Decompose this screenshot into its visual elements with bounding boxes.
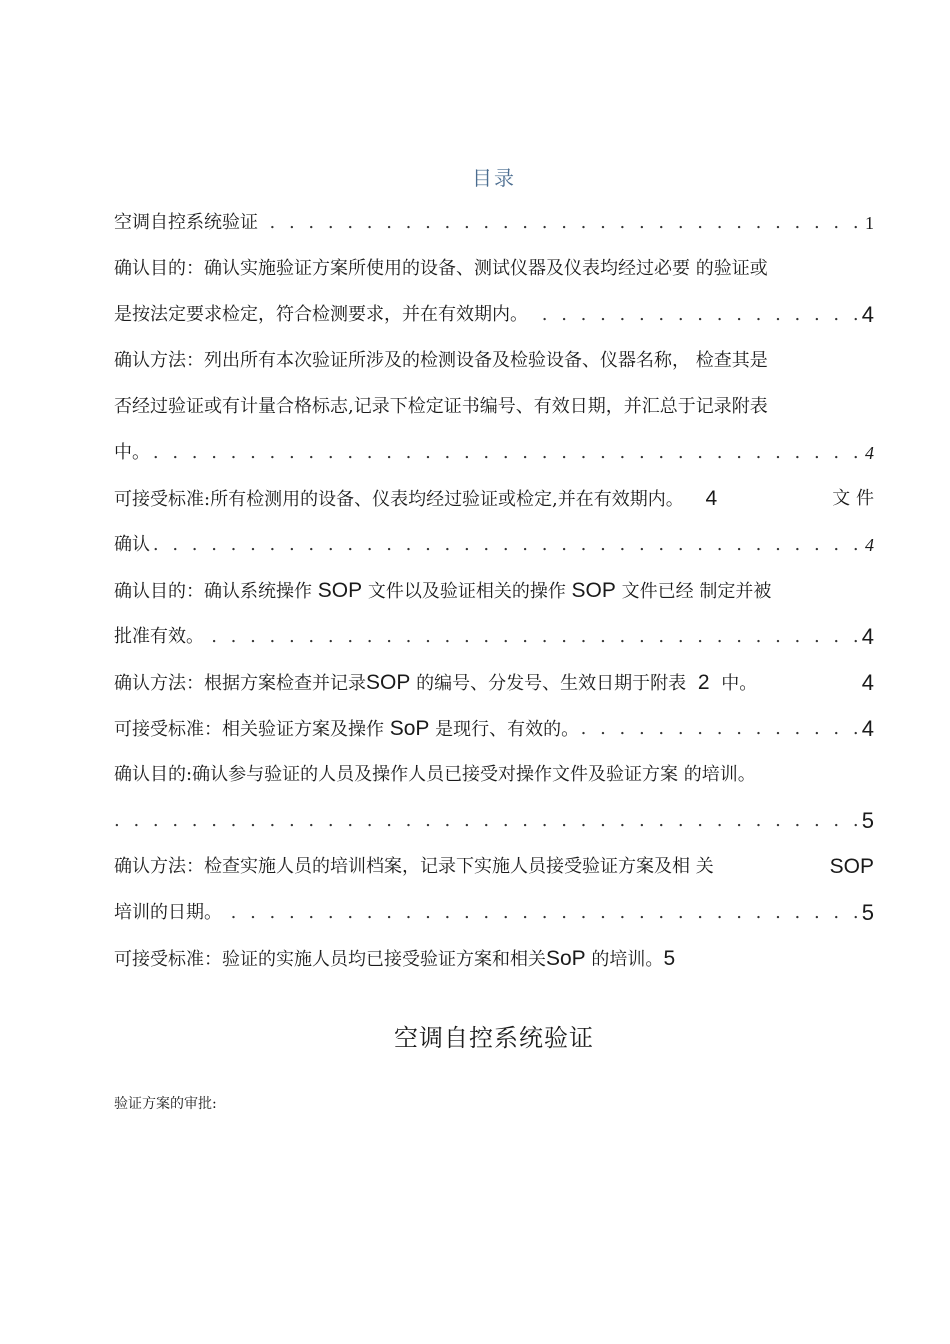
- document-title: 空调自控系统验证: [394, 1024, 594, 1052]
- sop-label: SOP: [366, 671, 411, 694]
- table-of-contents: [114, 200, 874, 982]
- toc-entry-line[interactable]: [114, 936, 874, 982]
- toc-entry-line[interactable]: [114, 798, 874, 844]
- toc-page-number: 4: [705, 487, 718, 510]
- sop-label: SOP: [571, 579, 616, 602]
- toc-title: 目录: [472, 166, 516, 190]
- toc-entry-text: 可接受标准：验证的实施人员均已接受验证方案和相关: [114, 949, 546, 970]
- toc-entry-line[interactable]: [114, 752, 874, 798]
- toc-entry-text: 的培训。: [585, 949, 664, 970]
- toc-entry-text: 确认方法：检查实施人员的培训档案，记录下实施人员接受验证方案及相 关: [114, 856, 714, 877]
- toc-entry-text: 确认目的：确认系统操作: [114, 581, 318, 602]
- toc-entry-text: 文 件: [832, 488, 874, 509]
- toc-page-number: 4: [861, 430, 874, 476]
- toc-entry-text: 否经过验证或有计量合格标志,记录下检定证书编号、有效日期，并汇总于记录附表: [114, 396, 768, 417]
- dot-leader: [114, 798, 874, 844]
- toc-entry-text: 确认目的：确认实施验证方案所使用的设备、测试仪器及仪表均经过必要 的验证或: [114, 258, 768, 279]
- sop-label: SoP: [389, 717, 430, 740]
- toc-entry-line[interactable]: [114, 614, 874, 660]
- dot-leader: [114, 614, 874, 660]
- toc-entry-text: 确认方法：列出所有本次验证所涉及的检测设备及检验设备、仪器名称， 检查其是: [114, 350, 768, 371]
- sop-label: SOP: [317, 579, 363, 602]
- toc-page-number: 4: [858, 660, 874, 706]
- toc-page-number: 4: [858, 614, 874, 660]
- toc-entry-line[interactable]: [114, 430, 874, 476]
- toc-entry-text: 确认: [114, 534, 150, 555]
- toc-entry-text: 文件以及验证相关的操作: [362, 581, 572, 602]
- toc-entry-line[interactable]: [114, 660, 874, 706]
- toc-entry-line[interactable]: [114, 890, 874, 936]
- toc-entry-line[interactable]: [114, 568, 874, 614]
- toc-entry-text: 中。: [715, 673, 758, 694]
- toc-entry-text: 批准有效。: [114, 626, 204, 647]
- toc-entry-text: 是现行、有效的。: [429, 719, 580, 740]
- dot-leader: [114, 430, 874, 476]
- toc-entry-line[interactable]: [114, 476, 874, 522]
- toc-entry-text: 空调自控系统验证: [114, 212, 258, 233]
- toc-entry-line[interactable]: [114, 522, 874, 568]
- toc-entry[interactable]: [114, 200, 874, 246]
- toc-entry-line[interactable]: [114, 338, 874, 384]
- toc-entry-text: 的编号、分发号、生效日期于附表: [410, 673, 692, 694]
- toc-entry-line[interactable]: [114, 706, 874, 752]
- toc-entry-line[interactable]: [114, 844, 874, 890]
- toc-page-number: 5: [858, 890, 874, 936]
- toc-page-number: 5: [663, 947, 676, 970]
- toc-page-number: 1: [861, 200, 874, 246]
- dot-leader: [114, 890, 874, 936]
- toc-entry-text: 是按法定要求检定，符合检测要求，并在有效期内。: [114, 304, 528, 325]
- toc-entry-text: 确认目的:确认参与验证的人员及操作人员已接受对操作文件及验证方案 的培训。: [114, 764, 756, 785]
- toc-entry-line[interactable]: [114, 384, 874, 430]
- toc-entry-text: 中。: [114, 442, 150, 463]
- toc-entry-text: 可接受标准：相关验证方案及操作: [114, 719, 390, 740]
- toc-page-number: 4: [858, 292, 874, 338]
- section-label: 验证方案的审批:: [114, 1096, 217, 1112]
- toc-entry-text: 培训的日期。: [114, 902, 222, 923]
- sop-label: SoP: [546, 947, 586, 970]
- toc-entry-line[interactable]: [114, 292, 874, 338]
- sop-label: SOP: [829, 855, 874, 878]
- toc-entry-line[interactable]: [114, 246, 874, 292]
- toc-page-number: 5: [858, 798, 874, 844]
- toc-entry-text: 文件已经 制定并被: [615, 581, 772, 602]
- dot-leader: [114, 522, 874, 568]
- appendix-number: 2: [697, 671, 710, 694]
- toc-page-number: 4: [858, 706, 874, 752]
- toc-entry-text: 可接受标准:所有检测用的设备、仪表均经过验证或检定,并在有效期内。: [114, 489, 684, 510]
- toc-entry-text: 确认方法：根据方案检查并记录: [114, 673, 366, 694]
- toc-page-number: 4: [861, 522, 874, 568]
